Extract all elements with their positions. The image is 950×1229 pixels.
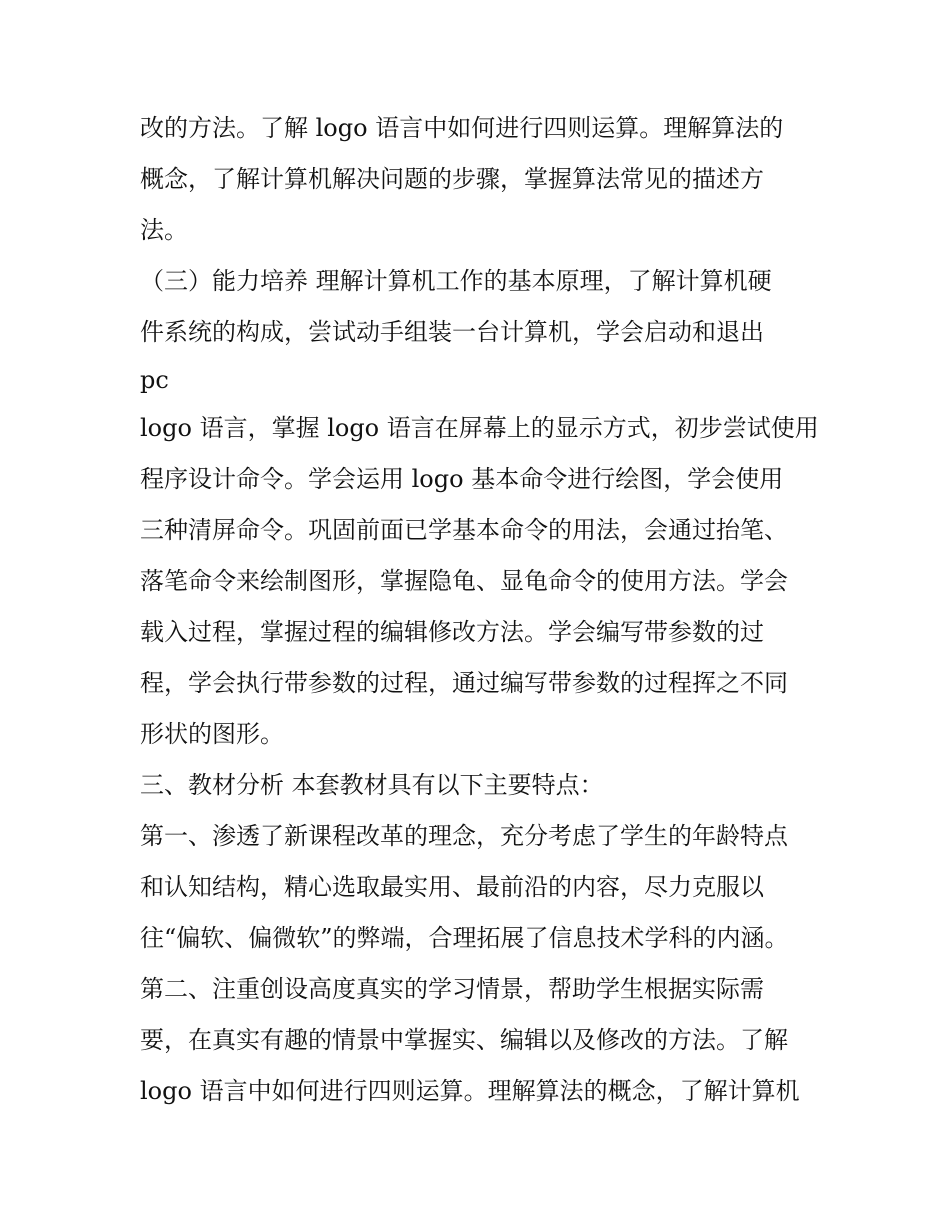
text-line: 落笔命令来绘制图形，掌握隐龟、显龟命令的使用方法。学会 [140,567,788,595]
text-line: 改的方法。了解 logo 语言中如何进行四则运算。理解算法的 [140,114,784,142]
text-line: 程，学会执行带参数的过程，通过编写带参数的过程挥之不同 [140,669,788,697]
text-line: 往“偏软、偏微软”的弊端，合理拓展了信息技术学科的内涵。 [140,924,789,952]
text-line: （三）能力培养 理解计算机工作的基本原理，了解计算机硬 [140,267,772,295]
text-line: 概念，了解计算机解决问题的步骤，掌握算法常见的描述方 [140,165,764,193]
text-line: 第二、注重创设高度真实的学习情景，帮助学生根据实际需 [140,975,764,1003]
text-line: 要，在真实有趣的情景中掌握实、编辑以及修改的方法。了解 [140,1026,788,1054]
body-text [140,103,820,1117]
text-line: 第一、渗透了新课程改革的理念，充分考虑了学生的年龄特点 [140,822,788,850]
text-line: logo 语言，掌握 logo 语言在屏幕上的显示方式，初步尝试使用 [140,414,819,442]
text-line: pc [140,366,169,394]
section-heading: 三、教材分析 本套教材具有以下主要特点： [140,771,604,799]
text-line: 程序设计命令。学会运用 logo 基本命令进行绘图，学会使用 [140,465,784,493]
text-line: 和认知结构，精心选取最实用、最前沿的内容，尽力克服以 [140,873,764,901]
text-line: 载入过程，掌握过程的编辑修改方法。学会编写带参数的过 [140,618,764,646]
text-line: 三种清屏命令。巩固前面已学基本命令的用法，会通过抬笔、 [140,516,788,544]
text-line: 法。 [140,216,188,244]
text-line: 件系统的构成，尝试动手组装一台计算机，学会启动和退出 [140,318,764,346]
text-line: logo 语言中如何进行四则运算。理解算法的概念，了解计算机 [140,1077,800,1105]
text-line: 形状的图形。 [140,720,284,748]
